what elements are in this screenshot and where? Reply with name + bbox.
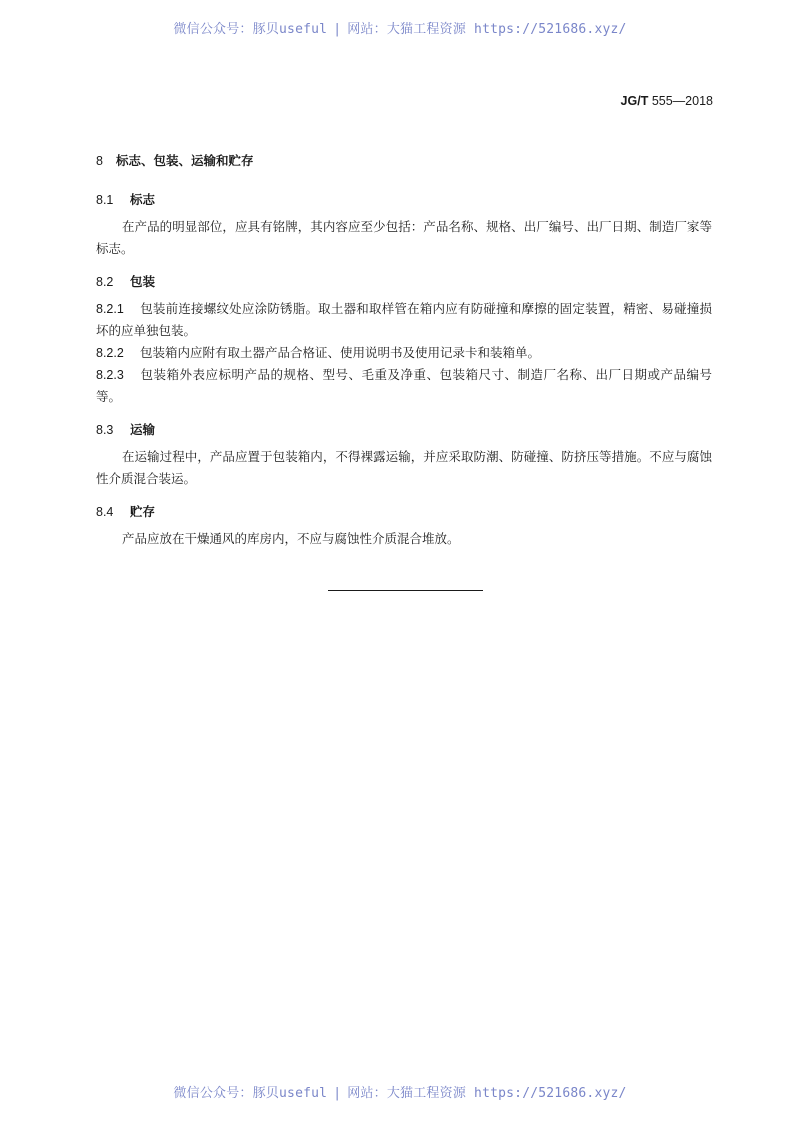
paragraph-marking: 在产品的明显部位，应具有铭牌，其内容应至少包括：产品名称、规格、出厂编号、出厂日期、制造厂家等标志。 xyxy=(96,219,712,256)
clause-text: 包装箱外表应标明产品的规格、型号、毛重及净重、包装箱尺寸、制造厂名称、出厂日期或产品编号等。 xyxy=(96,367,712,404)
watermark-website: 网站：大猫工程资源 https://521686.xyz/ xyxy=(347,22,627,37)
section-heading xyxy=(96,150,712,172)
clause-number: 8.2.2 xyxy=(96,346,124,360)
section-title: 标志、包装、运输和贮存 xyxy=(116,153,254,168)
subsection-heading-8-1 xyxy=(96,189,712,211)
clause-number: 8.2.3 xyxy=(96,368,124,382)
paragraph-storage: 产品应放在干燥通风的库房内，不应与腐蚀性介质混合堆放。 xyxy=(122,531,460,546)
subsection-title: 贮存 xyxy=(130,504,156,519)
subsection-number: 8.3 xyxy=(96,423,114,437)
clause-8-2-3 xyxy=(96,364,712,408)
clause-number: 8.2.1 xyxy=(96,302,124,316)
watermark-wechat: 微信公众号：豚贝useful xyxy=(173,1086,328,1101)
subsection-title: 运输 xyxy=(130,422,156,437)
subsection-heading-8-2 xyxy=(96,271,712,293)
paragraph-transport: 在运输过程中，产品应置于包装箱内，不得裸露运输，并应采取防潮、防碰撞、防挤压等措施。不应与腐蚀性介质混合装运。 xyxy=(96,449,712,486)
clause-text: 包装前连接螺纹处应涂防锈脂。取土器和取样管在箱内应有防碰撞和摩擦的固定装置，精密、易碰撞损坏的应单独包装。 xyxy=(96,301,712,338)
clause-8-2-1 xyxy=(96,298,712,342)
standard-code xyxy=(621,94,713,108)
subsection-number: 8.4 xyxy=(96,505,114,519)
clause-8-2-2 xyxy=(96,342,712,364)
subsection-title: 标志 xyxy=(130,192,156,207)
standard-number: 555—2018 xyxy=(651,94,713,108)
watermark-website: 网站：大猫工程资源 https://521686.xyz/ xyxy=(347,1086,627,1101)
watermark-separator: | xyxy=(333,22,342,37)
section-number: 8 xyxy=(96,154,103,168)
end-of-document-rule xyxy=(328,590,483,591)
watermark-wechat: 微信公众号：豚贝useful xyxy=(173,22,328,37)
watermark-separator: | xyxy=(333,1086,342,1101)
subsection-heading-8-3 xyxy=(96,419,712,441)
subsection-title: 包装 xyxy=(130,274,156,289)
document-body xyxy=(96,150,712,561)
packaging-clauses xyxy=(96,298,712,408)
subsection-number: 8.1 xyxy=(96,193,114,207)
watermark-top xyxy=(0,18,800,37)
watermark-bottom xyxy=(0,1082,800,1101)
subsection-number: 8.2 xyxy=(96,275,114,289)
standard-prefix: JG/T xyxy=(620,94,649,108)
subsection-heading-8-4 xyxy=(96,501,712,523)
clause-text: 包装箱内应附有取土器产品合格证、使用说明书及使用记录卡和装箱单。 xyxy=(140,345,541,360)
